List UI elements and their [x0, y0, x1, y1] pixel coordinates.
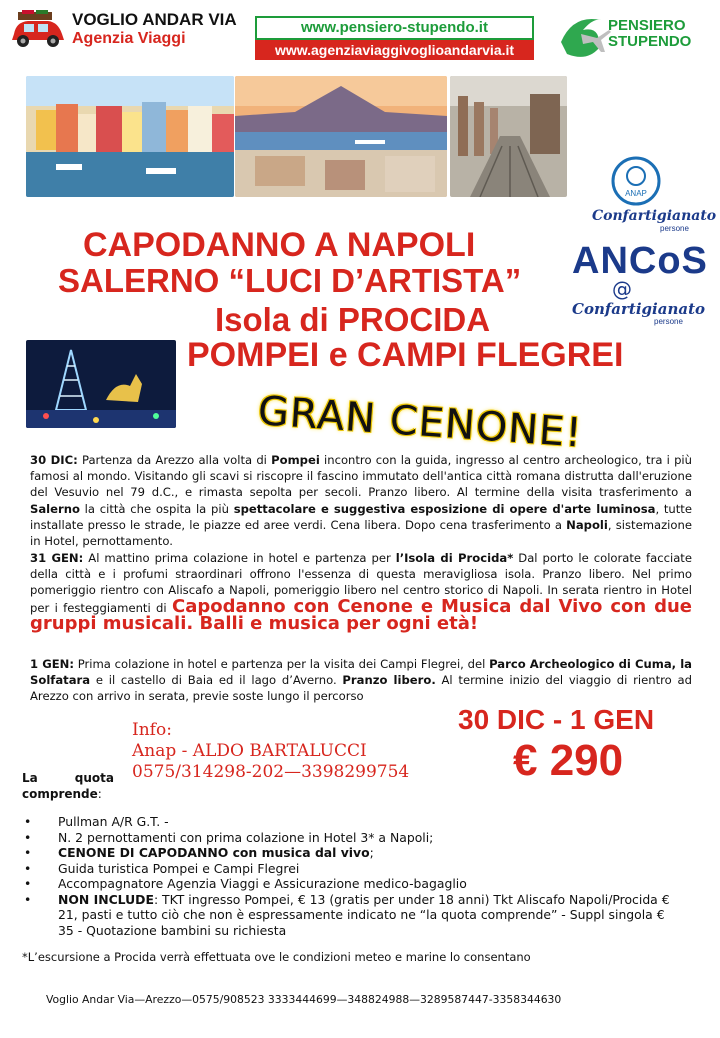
- website-link-agenzia[interactable]: www.agenziaviaggivoglioandarvia.it: [255, 40, 534, 60]
- includes-text: Accompagnatore Agenzia Viaggi e Assicurazione medico-bagaglio: [58, 876, 467, 891]
- website-link-pensiero[interactable]: www.pensiero-stupendo.it: [255, 16, 534, 40]
- info-block: [132, 720, 409, 783]
- info-label: Info:: [132, 720, 172, 740]
- day1-text-5: , sistemazione in Hotel, pernottamento.: [30, 517, 692, 549]
- includes-text: Pullman A/R G.T. -: [58, 814, 169, 829]
- day1-text-4: , tutte installate presso le strade, le piazze ed aree verdi. Cena libera. Dopo cena trasferimento a: [30, 501, 692, 532]
- includes-item: [24, 892, 674, 939]
- quota-word-quota: quota: [74, 771, 114, 785]
- footer-contacts: Voglio Andar Via—Arezzo—0575/908523 3333444699—348824988—3289587447-3358344630: [46, 993, 562, 1006]
- day3-bold-1: Parco Archeologico di Cuma, la Solfatara: [30, 657, 692, 688]
- naples-vesuvius-photo: [235, 76, 447, 197]
- ps-line2: STUPENDO: [608, 33, 692, 50]
- ps-line1: PENSIERO: [608, 17, 686, 34]
- info-phone[interactable]: 0575/314298-202—3398299754: [132, 762, 410, 782]
- title-pompei: POMPEI e CAMPI FLEGREI: [187, 336, 624, 374]
- ancos-at-symbol: @: [612, 277, 632, 301]
- day3-paragraph: [30, 656, 692, 705]
- gran-cenone-title: GRAN CENONE!: [256, 388, 584, 457]
- day1-bold-1: Pompei: [271, 453, 320, 467]
- day3-text-1: Prima colazione in hotel e partenza per la visita dei Campi Flegrei, del: [73, 657, 490, 671]
- includes-text: : TKT ingresso Pompei, € 13 (gratis per under 18 anni) Tkt Aliscafo Napoli/Procida € 21, pasti e tutto ciò che non è espressamente indicato ne “la quota comprende” - Suppl singola € 35 - Quotazione bambini su richiesta: [58, 891, 670, 938]
- quota-heading: [22, 770, 114, 802]
- pensiero-stupendo-text: [608, 18, 691, 50]
- day3-text-3: Al termine inizio del viaggio di rientro ad Arezzo con arrivo in serata, previe soste lungo il percorso: [30, 673, 692, 704]
- includes-text: ;: [369, 845, 374, 860]
- persone-label-1: persone: [660, 224, 689, 233]
- day1-text-2: incontro con la guida, ingresso al centro archeologico, tra i più famosi al mondo. Visitando gli scavi si riscopre il fascino immutato dell'antica città romana distrutta dall'eruzione del Vesuvio nel 79 d.C., e rimasta sepolta per secoli. Pranzo libero. Al termine della visita trasferimento a: [30, 453, 693, 500]
- includes-item: [24, 876, 674, 892]
- includes-bold: NON INCLUDE: [58, 891, 154, 907]
- day3-text-2: e il castello di Baia ed il lago d’Averno.: [90, 673, 343, 688]
- confartigianato-logo-1: Confartigianato: [592, 208, 717, 224]
- procida-photo: [26, 76, 234, 197]
- pompei-ruins-photo: [450, 76, 567, 197]
- agency-subtitle: Agenzia Viaggi: [72, 30, 186, 47]
- includes-item: [24, 830, 674, 846]
- agency-name: VOGLIO ANDAR VIA: [72, 10, 237, 29]
- procida-note: *L’escursione a Procida verrà effettuata ove le condizioni meteo e marine lo consentano: [22, 950, 531, 964]
- day1-bold-2: Salerno: [30, 501, 80, 516]
- quota-word-comprende: comprende: [22, 787, 98, 801]
- day1-bold-3: spettacolare e suggestiva esposizione di opere d'arte luminosa: [233, 501, 656, 516]
- day2-text-2: Dal porto le colorate facciate della città e i profumi straordinari offrono l'essenza di questa meravigliosa isola. Pranzo libero. Nel primo pomeriggio rientro con Aliscafo a Napoli, pomeriggio libero nel centro storico di Napoli. In serata rientro in Hotel per i festeggiamenti di: [30, 551, 692, 615]
- includes-item: [24, 861, 674, 877]
- day1-text-1: Partenza da Arezzo alla volta di: [77, 453, 272, 467]
- anap-logo-text: ANAP: [625, 189, 647, 198]
- day2-paragraph: [30, 550, 692, 633]
- includes-text: Guida turistica Pompei e Campi Flegrei: [58, 860, 300, 876]
- title-salerno: SALERNO “LUCI D’ARTISTA”: [58, 262, 522, 299]
- quota-colon: :: [97, 787, 102, 801]
- day1-bold-4: Napoli: [566, 517, 608, 532]
- ancos-logo: ANCoS: [572, 240, 708, 282]
- anap-logo: [611, 156, 661, 206]
- trip-dates: 30 DIC - 1 GEN: [458, 704, 655, 735]
- christmas-lights-photo: [26, 340, 176, 428]
- trip-price: € 290: [513, 736, 624, 785]
- day1-paragraph: [30, 452, 692, 549]
- includes-item: [24, 814, 674, 830]
- includes-text: N. 2 pernottamenti con prima colazione in Hotel 3* a Napoli;: [58, 829, 434, 845]
- day2-label: 31 GEN:: [30, 551, 84, 565]
- includes-list: [24, 814, 674, 938]
- confartigianato-logo-2: Confartigianato: [572, 300, 706, 318]
- title-procida: Isola di PROCIDA: [215, 301, 491, 338]
- day1-text-3: la città che ospita la più: [79, 501, 234, 516]
- day2-text-1: Al mattino prima colazione in hotel e partenza per: [83, 551, 396, 565]
- red-car-logo: [8, 10, 68, 50]
- includes-item: [24, 845, 674, 861]
- day1-label: 30 DIC:: [30, 453, 78, 467]
- day2-highlight: Capodanno con Cenone e Musica dal Vivo con due gruppi musicali. Balli e musica per ogni età!: [30, 595, 693, 634]
- day3-label: 1 GEN:: [30, 657, 74, 671]
- title-capodanno: CAPODANNO A NAPOLI: [83, 226, 476, 264]
- persone-label-2: persone: [654, 317, 683, 326]
- day3-bold-2: Pranzo libero.: [342, 673, 436, 688]
- quota-word-la: La: [22, 771, 38, 785]
- includes-bold: CENONE DI CAPODANNO con musica dal vivo: [58, 845, 370, 860]
- day2-bold-1: l’Isola di Procida*: [395, 551, 514, 565]
- info-contact: Anap - ALDO BARTALUCCI: [132, 741, 367, 761]
